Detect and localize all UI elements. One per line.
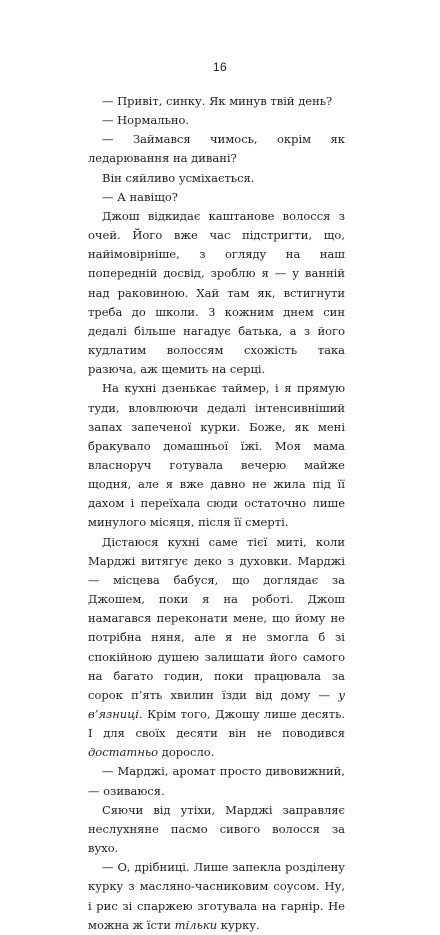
italic-text: достатньо: [88, 745, 159, 760]
text-run: На кухні дзенькає таймер, і я прямую туди, вловлюючи дедалі інтенсивніший запах запеченої курки. Боже, як мені бракувало домашньої їжі. Моя мама власноруч готувала вечерю майже щодня, але я вже давно не жила під її дахом і переїхала сюди остаточно лише минулого місяця, після її смерті.: [88, 381, 345, 530]
text-run: Дістаюся кухні саме тієї миті, коли Марджі витягує деко з духовки. Марджі — місцева бабуся, що доглядає за Джошем, поки я на роботі. Джош намагався переконати мене, що йому не потрібна няня, але я не змогла б зі спокійною душею залишати його самого на багато годин, поки працювала за сорок п’ять хвилин їзди від дому —: [88, 534, 345, 702]
text-run: — Привіт, синку. Як минув твій день?: [102, 94, 333, 108]
page-number: 16: [212, 60, 228, 74]
body-text: [88, 92, 345, 935]
paragraph: [88, 130, 345, 168]
italic-text: у в’язниці: [88, 687, 345, 721]
paragraph: [88, 762, 345, 800]
paragraph: [88, 533, 345, 763]
paragraph: [88, 379, 345, 532]
text-run: — А навіщо?: [102, 189, 178, 204]
text-run: — Нормально.: [102, 113, 190, 128]
text-run: Сяючи від утіхи, Марджі заправляє неслухняне пасмо сивого волосся за вухо.: [88, 802, 345, 856]
text-run: курку.: [217, 917, 260, 932]
paragraph: [88, 111, 345, 130]
text-run: доросло.: [158, 745, 215, 760]
paragraph: [88, 92, 345, 111]
italic-text: тільки: [174, 917, 218, 932]
paragraph: [88, 188, 345, 207]
paragraph: [88, 801, 345, 858]
paragraph: [88, 858, 345, 935]
text-run: . Крім того, Джошу лише десять. І для своїх десяти він не поводився: [88, 707, 345, 741]
text-run: — Займався чимось, окрім як ледарювання на дивані?: [88, 132, 345, 166]
text-run: — О, дрібниці. Лише запекла розділену курку з масляно-часниковим соусом. Ну, і рис зі спаржею зготувала на гарнір. Не можна ж їсти: [88, 860, 345, 932]
text-run: — Марджі, аромат просто дивовижний, — озиваюся.: [88, 764, 345, 798]
text-run: Він сяйливо усміхається.: [102, 170, 255, 185]
paragraph: [88, 207, 345, 379]
text-run: Джош відкидає каштанове волосся з очей. Його вже час підстригти, що, найімовірніше, з огляду на наш попередній досвід, зроблю я — у ванній над раковиною. Хай там як, встигнути треба до школи. З кожним днем син дедалі більше нагадує батька, а з його кудлатим волоссям схожість така разюча, аж щемить на серці.: [88, 208, 345, 377]
paragraph: [88, 169, 345, 188]
